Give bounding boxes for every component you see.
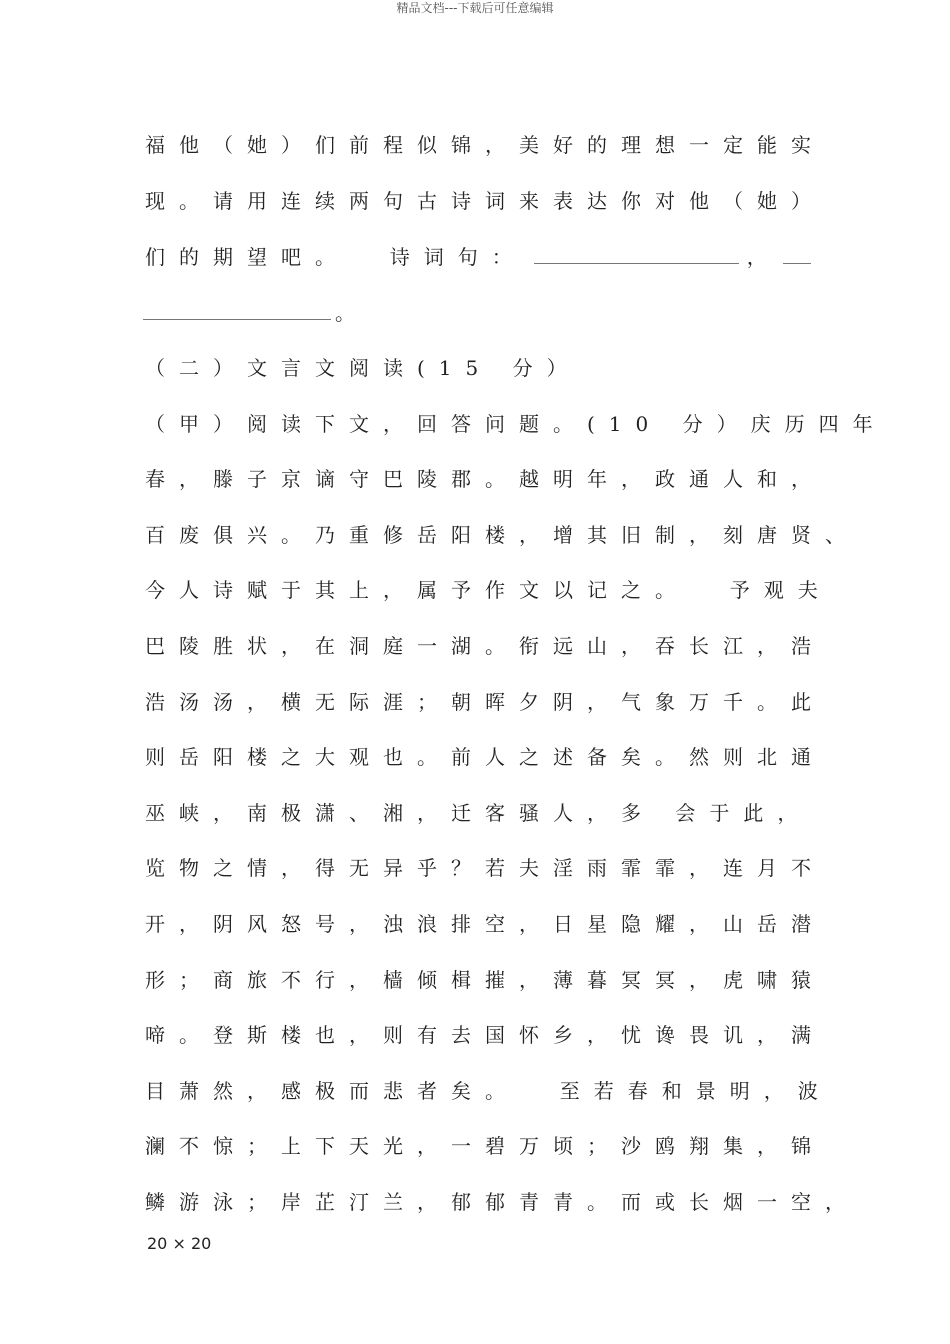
text-line-20: 鳞游泳；岸芷汀兰，郁郁青青。而或长烟一空， — [145, 1190, 859, 1214]
answer-blank-2-start[interactable] — [783, 251, 811, 264]
text-line-19: 澜不惊；上下天光，一碧万顷；沙鸥翔集，锦 — [145, 1134, 825, 1158]
page-header: 精品文档---下载后可任意编辑 — [396, 1, 554, 15]
answer-blank-1[interactable] — [534, 251, 739, 264]
period-text: 。 — [335, 301, 369, 325]
text-line-1: 福他（她）们前程似锦，美好的理想一定能实 — [145, 133, 825, 157]
text-line-12: 则岳阳楼之大观也。前人之述备矣。然则北通 — [145, 745, 825, 769]
text-line-11: 浩汤汤，横无际涯；朝晖夕阴，气象万千。此 — [145, 690, 825, 714]
text-line-16: 形；商旅不行，樯倾楫摧，薄暮冥冥，虎啸猿 — [145, 968, 825, 992]
text-line-8: 百废俱兴。乃重修岳阳楼，增其旧制，刻唐贤、 — [145, 523, 859, 547]
text-line-17: 啼。登斯楼也，则有去国怀乡，忧谗畏讥，满 — [145, 1023, 825, 1047]
prompt-text: 们的期望吧。 诗词句： — [145, 245, 526, 269]
text-line-4 — [143, 301, 369, 325]
comma-text: ， — [746, 245, 781, 269]
grid-size-label: 20 × 20 — [147, 1234, 212, 1253]
text-line-3 — [145, 245, 819, 269]
section-heading: （二）文言文阅读(15 分） — [145, 356, 581, 380]
text-line-15: 开，阴风怒号，浊浪排空，日星隐耀，山岳潜 — [145, 912, 825, 936]
text-line-6: （甲）阅读下文，回答问题。(10 分）庆历四年 — [145, 412, 887, 436]
text-line-10: 巴陵胜状，在洞庭一湖。衔远山，吞长江，浩 — [145, 634, 825, 658]
answer-blank-2-end[interactable] — [143, 307, 331, 320]
text-line-7: 春，滕子京谪守巴陵郡。越明年，政通人和， — [145, 467, 825, 491]
text-line-14: 览物之情，得无异乎？若夫淫雨霏霏，连月不 — [145, 856, 825, 880]
text-line-13: 巫峡，南极潇、湘，迁客骚人，多 会于此， — [145, 801, 812, 825]
text-line-2: 现。请用连续两句古诗词来表达你对他（她） — [145, 189, 825, 213]
text-line-9: 今人诗赋于其上，属予作文以记之。 予观夫 — [145, 578, 832, 602]
text-line-18: 目萧然，感极而悲者矣。 至若春和景明，波 — [145, 1079, 832, 1103]
